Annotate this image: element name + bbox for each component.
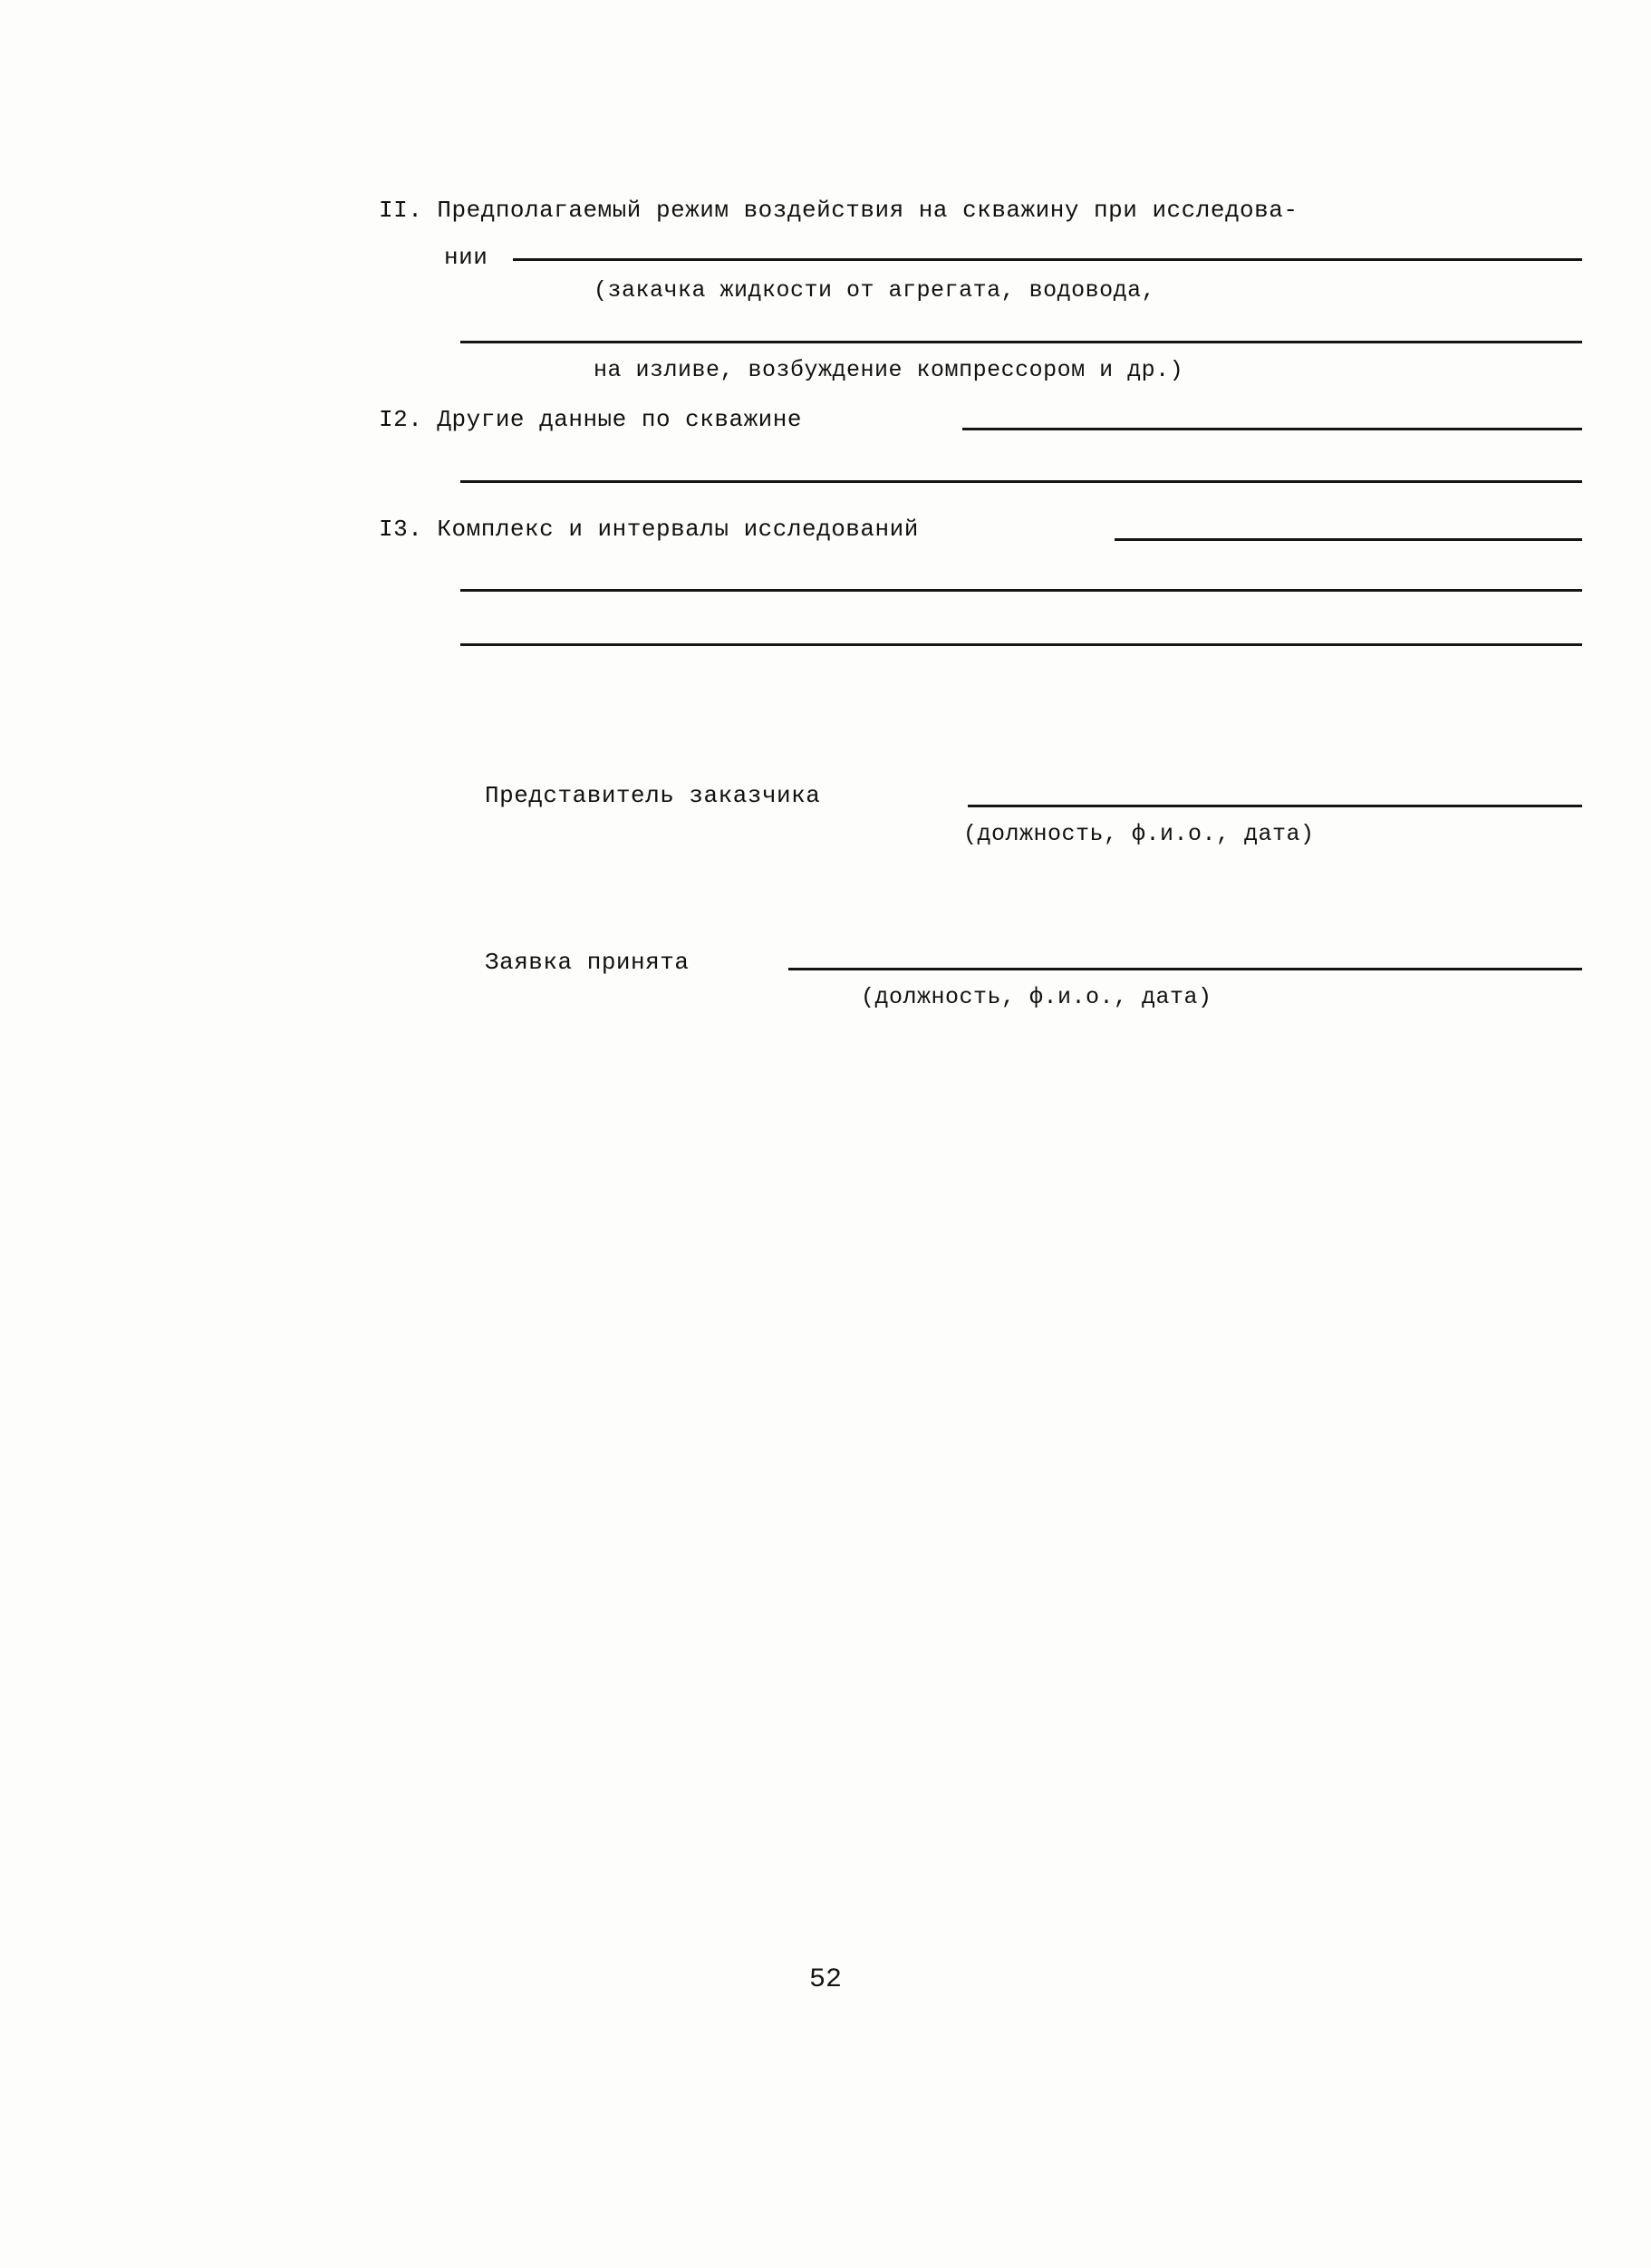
page-number: 52 xyxy=(808,1964,842,1995)
item-11-text-continued: нии xyxy=(444,244,488,271)
signature-customer-representative-label: Представитель заказчика xyxy=(485,782,821,809)
item-11-hint-line-2: на изливе, возбуждение компрессором и др.) xyxy=(594,357,1184,383)
item-13-number-and-text xyxy=(379,515,919,545)
signature-2-hint: (должность, ф.и.о., дата) xyxy=(861,984,1212,1010)
item-12-number: I2. xyxy=(379,406,423,433)
fill-line-item-13-c[interactable] xyxy=(460,643,1582,646)
fill-line-signature-1[interactable] xyxy=(968,805,1582,807)
fill-line-item-12-b[interactable] xyxy=(460,480,1582,483)
fill-line-signature-2[interactable] xyxy=(788,968,1582,970)
item-13-text: Комплекс и интервалы исследований xyxy=(437,516,919,543)
fill-line-item-11-a[interactable] xyxy=(513,258,1582,261)
item-11-number: II. xyxy=(379,197,423,224)
item-11-hint-line-1: (закачка жидкости от агрегата, водовода, xyxy=(594,277,1156,304)
fill-line-item-12-a[interactable] xyxy=(962,428,1582,430)
fill-line-item-11-b[interactable] xyxy=(460,341,1582,343)
fill-line-item-13-a[interactable] xyxy=(1115,538,1582,541)
fill-line-item-13-b[interactable] xyxy=(460,589,1582,592)
item-11-text: Предполагаемый режим воздействия на скважину при исследова- xyxy=(437,197,1299,224)
item-12-number-and-text xyxy=(379,405,802,435)
item-12-text: Другие данные по скважине xyxy=(437,406,802,433)
item-11-number-and-text xyxy=(379,196,1298,226)
signature-1-hint: (должность, ф.и.о., дата) xyxy=(963,821,1315,847)
item-13-number: I3. xyxy=(379,516,423,543)
signature-application-accepted-label: Заявка принята xyxy=(485,949,690,976)
